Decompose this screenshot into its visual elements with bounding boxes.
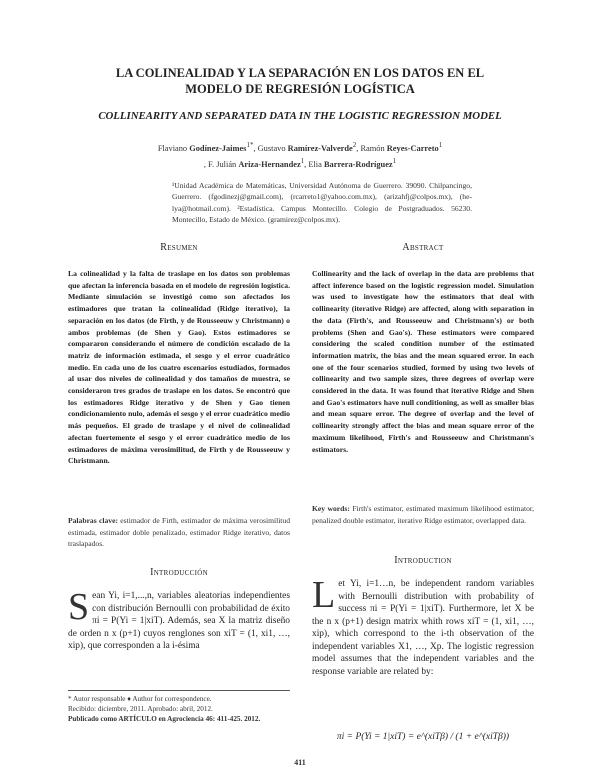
author-list xyxy=(60,139,540,172)
page-number: 411 xyxy=(294,758,306,767)
intro-es-body: ean Yi, i=1,...,n, variables aleatorias independientes con distribución Bernoulli con probabilidad de éxito πi = P(Yi = 1|xiT). Además, sea X la matriz diseño de orden n x (p+1) cuyos renglones son xiT = (1, xi1, …, xip), que corresponden a la i-ésima xyxy=(68,591,290,651)
footnote-line-2: Recibido: diciembre, 2011. Aprobado: abril, 2012. xyxy=(68,705,213,713)
author-prefix: , F. Julián xyxy=(203,160,239,170)
intro-en-text xyxy=(312,574,534,678)
author-sup: 2 xyxy=(352,141,357,149)
author-surname: Reyes-Carreto xyxy=(386,143,439,153)
author-line-1 xyxy=(60,139,540,155)
footnote-line-3: Publicado como ARTÍCULO en Agrociencia 46: 411-425. 2012. xyxy=(68,715,261,723)
author-surname: Godínez-Jaimes xyxy=(189,143,247,153)
author-prefix: , Elia xyxy=(304,160,324,170)
dropcap: S xyxy=(68,586,90,628)
footnote xyxy=(68,694,308,724)
keywords-label: Key words: xyxy=(312,504,350,513)
intro-en-heading: Introduction xyxy=(394,555,452,566)
title-es-line1: LA COLINEALIDAD Y LA SEPARACIÓN EN LOS DATOS EN EL xyxy=(115,66,485,80)
author-sup: 1 xyxy=(438,141,443,149)
resumen-heading: Resumen xyxy=(160,242,198,253)
equation: πi = P(Yi = 1|xiT) = e^(xiTβ) / (1 + e^(xiTβ)) xyxy=(336,732,510,742)
author-sup: 1* xyxy=(246,141,254,149)
author-prefix: , Gustavo xyxy=(253,143,288,153)
intro-es-text xyxy=(68,586,290,653)
keywords-text: Firth's estimator, estimated maximum likelihood estimator, penalized double estimator, iterative Ridge estimator, overlapped data. xyxy=(312,504,534,525)
author-line-2 xyxy=(60,155,540,171)
author-surname: Ariza-Hernandez xyxy=(238,160,301,170)
resumen-keywords xyxy=(68,515,290,550)
intro-es-heading: Introducción xyxy=(150,567,208,578)
keywords-label: Palabras clave: xyxy=(68,516,118,525)
resumen-text: La colinealidad y la falta de traslape en los datos son problemas que afectan la inferencia basada en el modelo de regresión logística. Mediante simulación se investigó como son afectados los estimadores que tratan la colinealidad (Ridge iterativo), la separación en los datos (de Firth, y de Rousseeuw y Christmann) o ambos problemas (de Shen y Gao). Estos estimadores se compararon considerando el número de condición escalado de la matriz de información estimada, el sesgo y el error cuadrático medio. En cada uno de los cuatro escenarios estudiados, formados al usar dos niveles de colinealidad y dos tamaños de muestra, se consideraron tres grados de traslape en los datos. Se encontró que los estimadores Ridge iterativo y de Shen y Gao tienen condicionamiento nulo, además el sesgo y el error cuadrático medio más pequeños. El grado de traslape y el nivel de colinealidad afectan fuertemente el sesgo y el error cuadrático medio de los estimadores de máxima verosimilitud, de Firth y de Rousseeuw y Christmann. xyxy=(68,269,290,466)
author-sup: 1 xyxy=(392,157,397,166)
paper-title-en: COLLINEARITY AND SEPARATED DATA IN THE LOGISTIC REGRESSION MODEL xyxy=(98,110,502,122)
keywords-text: estimador de Firth, estimador de máxima verosimilitud estimada, estimador doble penalizado, estimador Ridge iterativo, datos traslapados. xyxy=(68,516,291,548)
abstract-heading: Abstract xyxy=(402,242,444,253)
title-es-line2: MODELO DE REGRESIÓN LOGÍSTICA xyxy=(185,82,415,96)
footnote-line-1: * Autor responsable ♦ Author for correspondence. xyxy=(68,695,212,703)
author-prefix: , Ramón xyxy=(356,143,387,153)
abstract-keywords xyxy=(312,503,534,526)
author-prefix: Flaviano xyxy=(157,143,190,153)
author-surname: Barrera-Rodríguez xyxy=(323,160,393,170)
intro-en-body: et Yi, i=1…n, be independent random variables with Bernoulli distribution with probability of success πi = P(Yi = 1|xiT). Furthermore, let X be the n x (p+1) design matrix whith rows xiT = (1, xi1, …, xip), which correspond to the i-th observation of the independent variables X1, …, Xp. The logistic regression model assumes that the independent variables and the response variable are related by: xyxy=(312,579,534,677)
paper-title-es xyxy=(40,65,560,97)
author-sup: 1 xyxy=(300,157,305,166)
footnote-rule xyxy=(68,690,290,691)
affiliation: ¹Unidad Académica de Matemáticas, Universidad Autónoma de Guerrero. 39090. Chilpancingo, Guerrero. (fgodinezj@gmail.com), (rcarreto1@yahoo.com.mx), (arizahfj@colpos.mx), (he-lya@hotmail.com). ²Estadística. Campus Montecillo. Colegio de Postgraduados. 56230. Montecillo, Estado de México. (gramirez@colpos.mx). xyxy=(172,181,472,224)
author-surname: Ramírez-Valverde xyxy=(287,143,353,153)
abstract-text: Collinearity and the lack of overlap in the data are problems that affect inference based on the logistic regression model. Simulation was used to investigate how the estimators that deal with collinearity (iterative Ridge) are affected, along with separation in the data (Firth's, and Rousseeuw and Christmann's) or both problems (Shen and Gao's). These estimators were compared considering the scaled condition number of the estimated information matrix, the bias and the mean squared error. In each one of the four scenarios studied, formed by using two levels of collinearity and two sample sizes, three degrees of overlap were considered in the data. It was found that iterative Ridge and Shen and Gao's estimators have null conditioning, as well as smaller bias and mean square error. The degree of overlap and the level of collinearity strongly affect the bias and mean square error of the maximum likelihood, Firth's and Rousseeuw and Christmann's estimators. xyxy=(312,269,534,454)
dropcap: L xyxy=(312,574,336,616)
